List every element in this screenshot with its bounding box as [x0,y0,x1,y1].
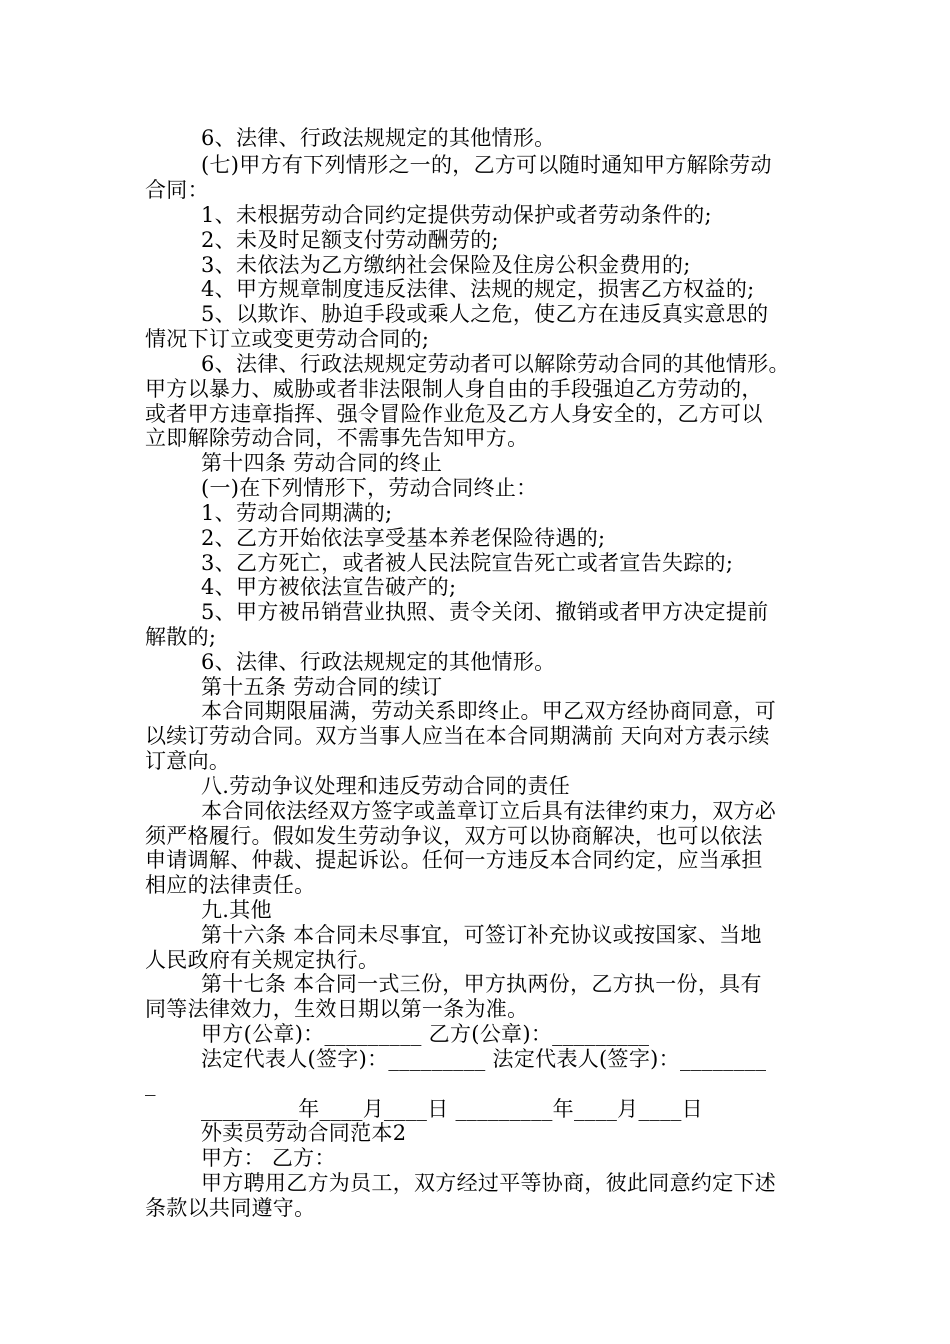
text-line: 同等法律效力，生效日期以第一条为准。 [145,997,529,1021]
text-line: 相应的法律责任。 [145,873,316,897]
text-line: 1、劳动合同期满的; [201,501,393,525]
text-line: 情况下订立或变更劳动合同的; [145,327,430,351]
text-line: 本合同依法经双方签字或盖章订立后具有法律约束力，双方必 [201,799,777,823]
text-line: 甲方： 乙方： [201,1146,336,1170]
text-line: 人民政府有关规定执行。 [145,948,380,972]
text-line: 法定代表人(签字)：_________ 法定代表人(签字)：________ [201,1047,767,1071]
text-line: 5、甲方被吊销营业执照、责令关闭、撤销或者甲方决定提前 [201,600,769,624]
text-line: 第十七条 本合同一式三份，甲方执两份，乙方执一份，具有 [201,972,762,996]
text-line: 甲方(公章)：_________ 乙方(公章)：_________ [201,1022,650,1046]
text-line: 3、乙方死亡，或者被人民法院宣告死亡或者宣告失踪的; [201,551,734,575]
text-line: (一)在下列情形下，劳动合同终止： [201,476,538,500]
text-line: 第十四条 劳动合同的终止 [201,451,443,475]
text-line: 6、法律、行政法规规定劳动者可以解除劳动合同的其他情形。 [201,352,790,376]
text-line: 4、甲方被依法宣告破产的; [201,575,457,599]
text-line: (七)甲方有下列情形之一的，乙方可以随时通知甲方解除劳动 [201,153,772,177]
text-line: 4、甲方规章制度违反法律、法规的规定，损害乙方权益的; [201,277,755,301]
text-line: 第十六条 本合同未尽事宜，可签订补充协议或按国家、当地 [201,923,762,947]
text-line: 或者甲方违章指挥、强令冒险作业危及乙方人身安全的，乙方可以 [145,402,763,426]
text-line: 立即解除劳动合同，不需事先告知甲方。 [145,426,529,450]
text-line: 九.其他 [201,898,272,922]
text-line: 6、法律、行政法规规定的其他情形。 [201,126,556,150]
text-line: 订意向。 [145,749,231,773]
text-line: 外卖员劳动合同范本2 [201,1121,407,1145]
text-line: 解散的; [145,625,217,649]
text-line: 合同： [145,178,209,202]
text-line: 1、未根据劳动合同约定提供劳动保护或者劳动条件的; [201,203,712,227]
text-line: 条款以共同遵守。 [145,1196,316,1220]
text-line: 2、未及时足额支付劳动酬劳的; [201,228,499,252]
text-line: 八.劳动争议处理和违反劳动合同的责任 [201,774,571,798]
text-line: 3、未依法为乙方缴纳社会保险及住房公积金费用的; [201,253,691,277]
text-line: 5、以欺诈、胁迫手段或乘人之危，使乙方在违反真实意思的 [201,302,769,326]
text-line: 6、法律、行政法规规定的其他情形。 [201,650,556,674]
text-line: 以续订劳动合同。双方当事人应当在本合同期满前 天向对方表示续 [145,724,770,748]
text-line: 申请调解、仲裁、提起诉讼。任何一方违反本合同约定，应当承担 [145,848,763,872]
text-line: 甲方聘用乙方为员工，双方经过平等协商，彼此同意约定下述 [201,1171,777,1195]
text-line: 甲方以暴力、威胁或者非法限制人身自由的手段强迫乙方劳动的， [145,377,763,401]
text-line: _________年____月____日 _________年____月____日 [201,1097,703,1121]
text-line: 第十五条 劳动合同的续订 [201,675,443,699]
text-line: 须严格履行。假如发生劳动争议，双方可以协商解决，也可以依法 [145,824,763,848]
text-line: 2、乙方开始依法享受基本养老保险待遇的; [201,526,606,550]
text-line: _ [145,1072,156,1096]
text-line: 本合同期限届满，劳动关系即终止。甲乙双方经协商同意，可 [201,699,777,723]
